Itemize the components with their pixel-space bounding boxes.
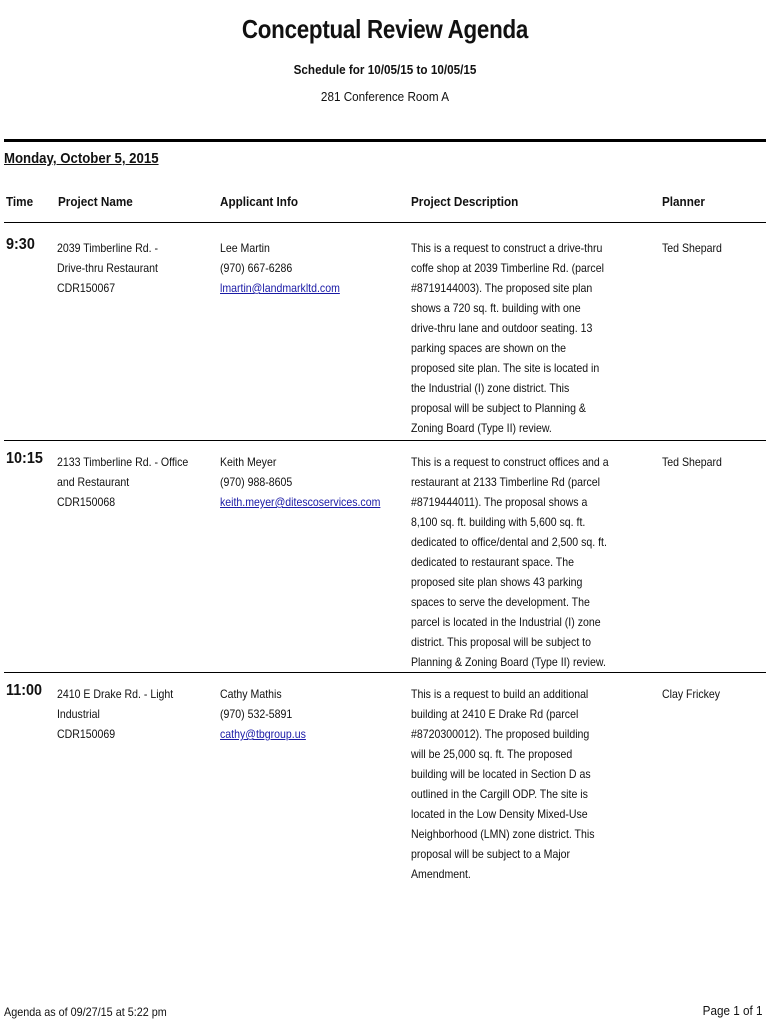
description-line: outlined in the Cargill ODP. The site is: [411, 787, 588, 801]
description-line: #8719444011). The proposal shows a: [411, 495, 588, 509]
item-project: [57, 238, 207, 298]
description-line: parcel is located in the Industrial (I) zone: [411, 615, 601, 629]
item-description: [411, 452, 651, 672]
project-name-line: 2410 E Drake Rd. - Light: [57, 687, 174, 701]
description-line: #8720300012). The proposed building: [411, 727, 590, 741]
item-applicant: [220, 452, 400, 512]
applicant-email-link[interactable]: lmartin@landmarkltd.com: [220, 281, 340, 295]
description-line: Neighborhood (LMN) zone district. This: [411, 827, 595, 841]
item-description: [411, 238, 651, 438]
column-header-divider: [4, 222, 766, 223]
description-line: proposal will be subject to Planning &: [411, 401, 586, 415]
day-heading: Monday, October 5, 2015: [4, 150, 159, 167]
item-time: 9:30: [6, 236, 35, 253]
description-line: spaces to serve the development. The: [411, 595, 590, 609]
description-line: drive-thru lane and outdoor seating. 13: [411, 321, 593, 335]
applicant-phone: (970) 988-8605: [220, 475, 293, 489]
description-line: district. This proposal will be subject to: [411, 635, 592, 649]
description-line: dedicated to restaurant space. The: [411, 555, 575, 569]
item-planner: [662, 684, 762, 704]
applicant-name: Keith Meyer: [220, 455, 277, 469]
description-line: proposed site plan shows 43 parking: [411, 575, 583, 589]
project-number: CDR150067: [57, 281, 116, 295]
planner-name: Ted Shepard: [662, 455, 722, 469]
item-time: 11:00: [6, 682, 43, 699]
column-header-applicant-info: Applicant Info: [220, 194, 299, 209]
description-line: parking spaces are shown on the: [411, 341, 566, 355]
meeting-room: 281 Conference Room A: [320, 89, 450, 104]
column-header-planner: Planner: [662, 194, 705, 209]
item-project: [57, 684, 207, 744]
column-header-project-description: Project Description: [411, 194, 519, 209]
description-line: Zoning Board (Type II) review.: [411, 421, 552, 435]
page-number: Page 1 of 1: [702, 1003, 762, 1018]
applicant-phone: (970) 667-6286: [220, 261, 293, 275]
column-header-time: Time: [6, 194, 34, 209]
description-line: building at 2410 E Drake Rd (parcel: [411, 707, 579, 721]
agenda-timestamp: Agenda as of 09/27/15 at 5:22 pm: [4, 1005, 167, 1019]
item-applicant: [220, 684, 400, 744]
item-planner: [662, 452, 762, 472]
description-line: This is a request to build an additional: [411, 687, 589, 701]
description-line: will be 25,000 sq. ft. The proposed: [411, 747, 573, 761]
item-time: 10:15: [6, 450, 43, 467]
item-project: [57, 452, 207, 512]
project-name-line: Industrial: [57, 707, 100, 721]
applicant-email-link[interactable]: keith.meyer@ditescoservices.com: [220, 495, 381, 509]
description-line: Amendment.: [411, 867, 471, 881]
item-planner: [662, 238, 762, 258]
row-divider: [4, 672, 766, 673]
description-line: shows a 720 sq. ft. building with one: [411, 301, 581, 315]
project-name-line: 2133 Timberline Rd. - Office: [57, 455, 189, 469]
schedule-range: Schedule for 10/05/15 to 10/05/15: [293, 62, 477, 77]
header-divider: [4, 139, 766, 142]
item-applicant: [220, 238, 400, 298]
description-line: proposed site plan. The site is located in: [411, 361, 600, 375]
project-name-line: 2039 Timberline Rd. -: [57, 241, 158, 255]
project-number: CDR150068: [57, 495, 116, 509]
description-line: This is a request to construct offices and a: [411, 455, 609, 469]
project-name-line: and Restaurant: [57, 475, 130, 489]
description-line: restaurant at 2133 Timberline Rd (parcel: [411, 475, 601, 489]
description-line: located in the Low Density Mixed-Use: [411, 807, 588, 821]
planner-name: Ted Shepard: [662, 241, 722, 255]
row-divider: [4, 440, 766, 441]
project-name-line: Drive-thru Restaurant: [57, 261, 158, 275]
applicant-phone: (970) 532-5891: [220, 707, 293, 721]
planner-name: Clay Frickey: [662, 687, 721, 701]
description-line: dedicated to office/dental and 2,500 sq. ft.: [411, 535, 607, 549]
description-line: This is a request to construct a drive-thru: [411, 241, 603, 255]
column-header-project-name: Project Name: [58, 194, 133, 209]
description-line: proposal will be subject to a Major: [411, 847, 571, 861]
description-line: Planning & Zoning Board (Type II) review.: [411, 655, 606, 669]
project-number: CDR150069: [57, 727, 116, 741]
description-line: the Industrial (I) zone district. This: [411, 381, 570, 395]
item-description: [411, 684, 651, 884]
description-line: building will be located in Section D as: [411, 767, 591, 781]
description-line: 8,100 sq. ft. building with 5,600 sq. ft.: [411, 515, 586, 529]
applicant-name: Lee Martin: [220, 241, 270, 255]
description-line: #8719144003). The proposed site plan: [411, 281, 593, 295]
applicant-name: Cathy Mathis: [220, 687, 282, 701]
description-line: coffe shop at 2039 Timberline Rd. (parcel: [411, 261, 604, 275]
page-title: Conceptual Review Agenda: [241, 14, 529, 44]
applicant-email-link[interactable]: cathy@tbgroup.us: [220, 727, 306, 741]
